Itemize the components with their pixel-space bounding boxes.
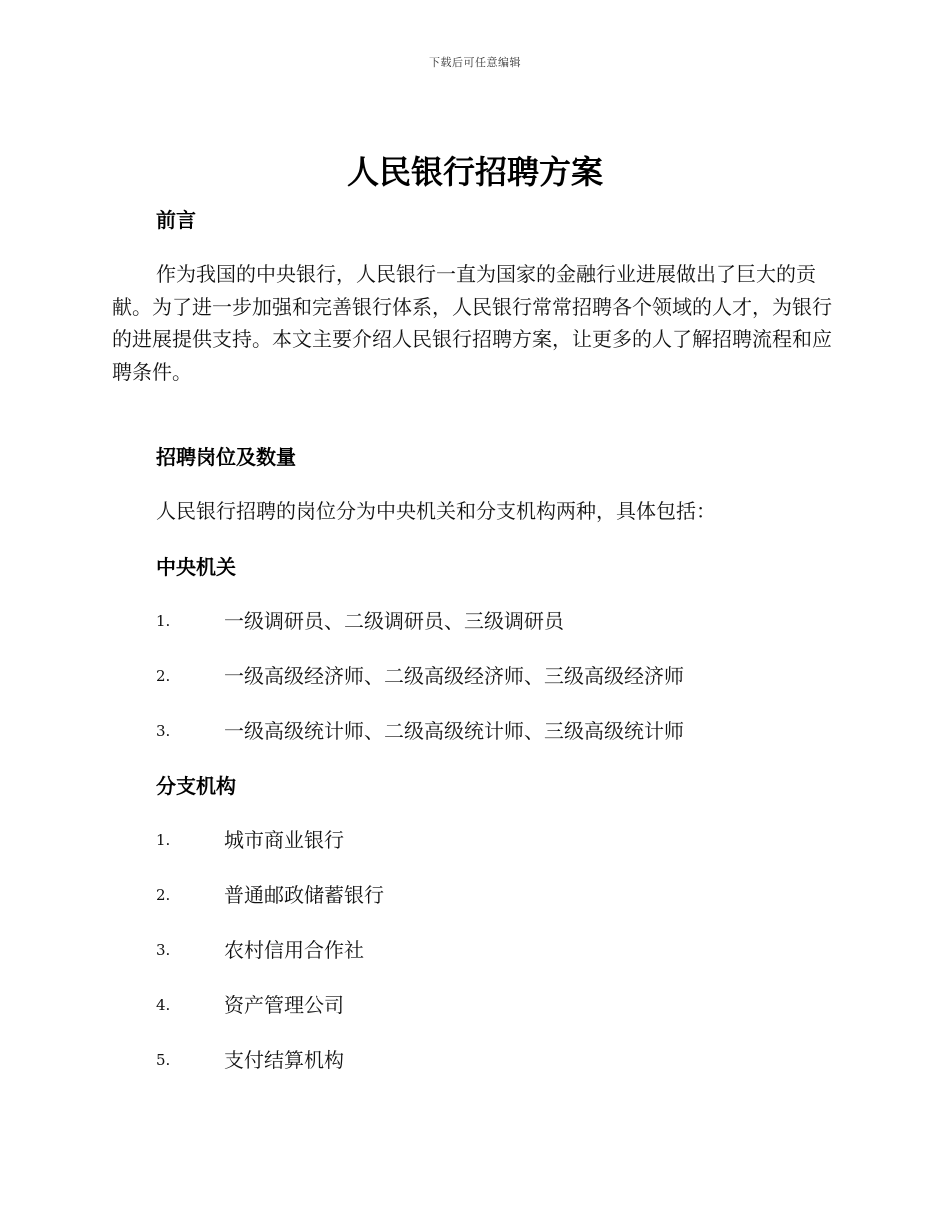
heading-central-agencies: 中央机关 [156,555,236,579]
list-item-text: 一级调研员、二级调研员、三级调研员 [224,609,564,633]
list-number: 3. [156,722,171,740]
list-item-text: 一级高级统计师、二级高级统计师、三级高级统计师 [224,719,684,743]
list-item [156,607,684,662]
list-item [156,662,684,717]
list-item [156,1046,384,1101]
preface-paragraph: 作为我国的中央银行，人民银行一直为国家的金融行业进展做出了巨大的贡献。为了进一步加强和完善银行体系，人民银行常常招聘各个领域的人才，为银行的进展提供支持。本文主要介绍人民银行招聘方案，让更多的人了解招聘流程和应聘条件。 [112,262,832,384]
list-item [156,717,684,772]
list-item [156,826,384,881]
list-item-text: 一级高级经济师、二级高级经济师、三级高级经济师 [224,664,684,688]
list-item-text: 城市商业银行 [224,828,344,852]
list-number: 5. [156,1051,171,1069]
list-item [156,881,384,936]
list-item-text: 支付结算机构 [224,1048,344,1072]
page-header-note: 下载后可任意编辑 [429,56,521,69]
list-number: 3. [156,941,171,959]
list-item-text: 普通邮政储蓄银行 [224,883,384,907]
central-agencies-list [156,607,684,772]
list-item [156,936,384,991]
positions-intro: 人民银行招聘的岗位分为中央机关和分支机构两种，具体包括： [156,499,716,523]
document-title: 人民银行招聘方案 [346,153,603,191]
list-item-text: 农村信用合作社 [224,938,364,962]
heading-branch-institutions: 分支机构 [156,774,236,798]
heading-positions: 招聘岗位及数量 [156,445,296,469]
list-number: 1. [156,612,171,630]
list-number: 1. [156,831,171,849]
list-item [156,991,384,1046]
heading-preface: 前言 [156,208,196,232]
list-number: 2. [156,667,171,685]
list-number: 2. [156,886,171,904]
branch-institutions-list [156,826,384,1101]
list-number: 4. [156,996,171,1014]
list-item-text: 资产管理公司 [224,993,344,1017]
